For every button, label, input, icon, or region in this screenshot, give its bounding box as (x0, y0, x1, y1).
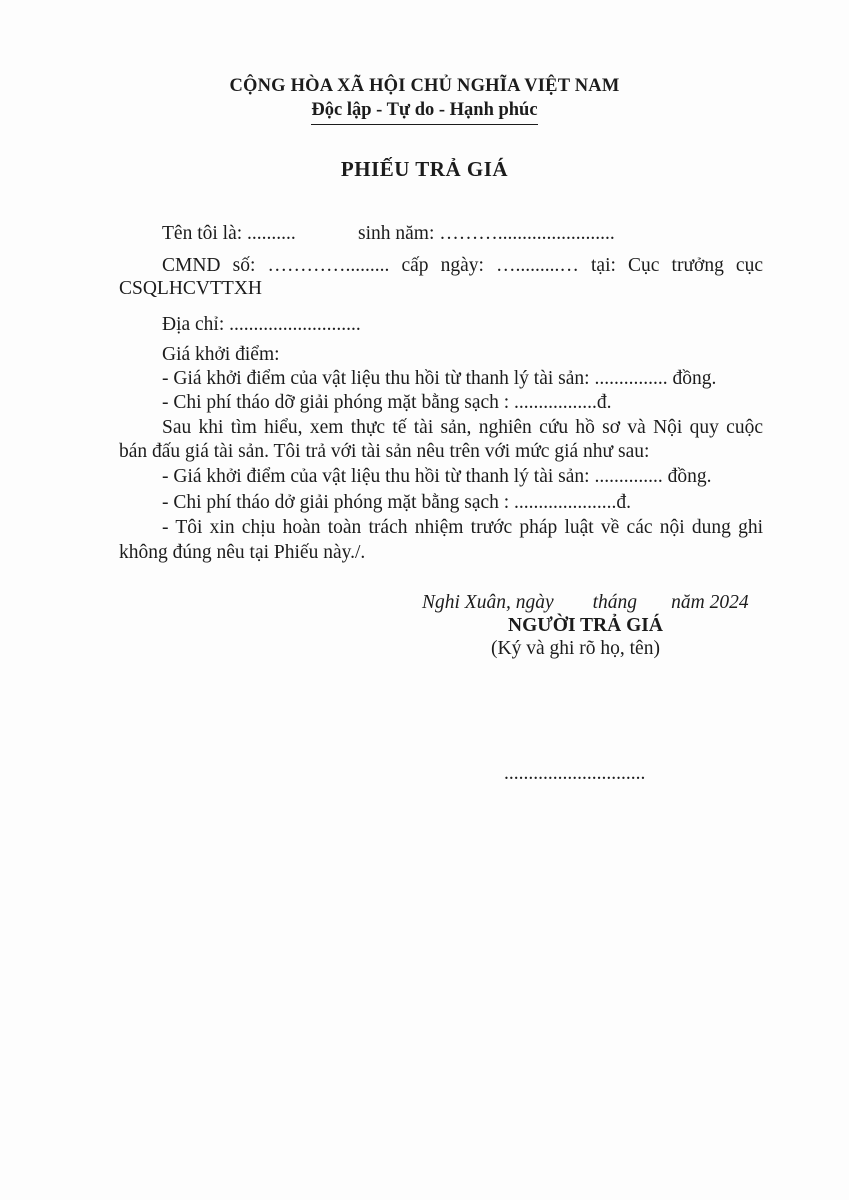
document-title: PHIẾU TRẢ GIÁ (340, 157, 509, 181)
birth-year-field: sinh năm: ………........................ (358, 223, 615, 244)
statement-line-1: Sau khi tìm hiểu, xem thực tế tài sản, nghiên cứu hồ sơ và Nội quy cuộc (162, 417, 763, 438)
starting-price-heading: Giá khởi điểm: (162, 344, 280, 365)
motto-wrapper (0, 98, 849, 125)
statement-line-2: bán đấu giá tài sản. Tôi trả với tài sản nêu trên với mức giá như sau: (119, 441, 650, 462)
starting-price-item-materials: - Giá khởi điểm của vật liệu thu hồi từ thanh lý tài sản: ............... đồng. (162, 368, 717, 389)
nation-header: CỘNG HÒA XÃ HỘI CHỦ NGHĨA VIỆT NAM (229, 76, 620, 96)
id-issuer-continuation: CSQLHCVTTXH (119, 278, 263, 299)
signature-place-date: Nghi Xuân, ngày tháng năm 2024 (422, 592, 749, 613)
commitment-line-1: - Tôi xin chịu hoàn toàn trách nhiệm trước pháp luật về các nội dung ghi (162, 517, 763, 538)
name-field: Tên tôi là: .......... (162, 223, 296, 244)
signature-instruction: (Ký và ghi rõ họ, tên) (491, 638, 660, 659)
offer-item-materials: - Giá khởi điểm của vật liệu thu hồi từ thanh lý tài sản: .............. đồng. (162, 466, 712, 487)
signature-role: NGƯỜI TRẢ GIÁ (508, 615, 663, 636)
starting-price-item-demolition: - Chi phí tháo dỡ giải phóng mặt bằng sạch : .................đ. (162, 392, 612, 413)
offer-item-demolition: - Chi phí tháo dở giải phóng mặt bằng sạch : .....................đ. (162, 492, 632, 513)
signature-line: ............................. (504, 763, 646, 784)
commitment-line-2: không đúng nêu tại Phiếu này./. (119, 542, 366, 563)
address-field: Địa chỉ: ........................... (162, 314, 361, 335)
motto: Độc lập - Tự do - Hạnh phúc (311, 98, 537, 125)
id-card-field: CMND số: …………......... cấp ngày: ….........… tại: Cục trưởng cục (162, 255, 763, 276)
